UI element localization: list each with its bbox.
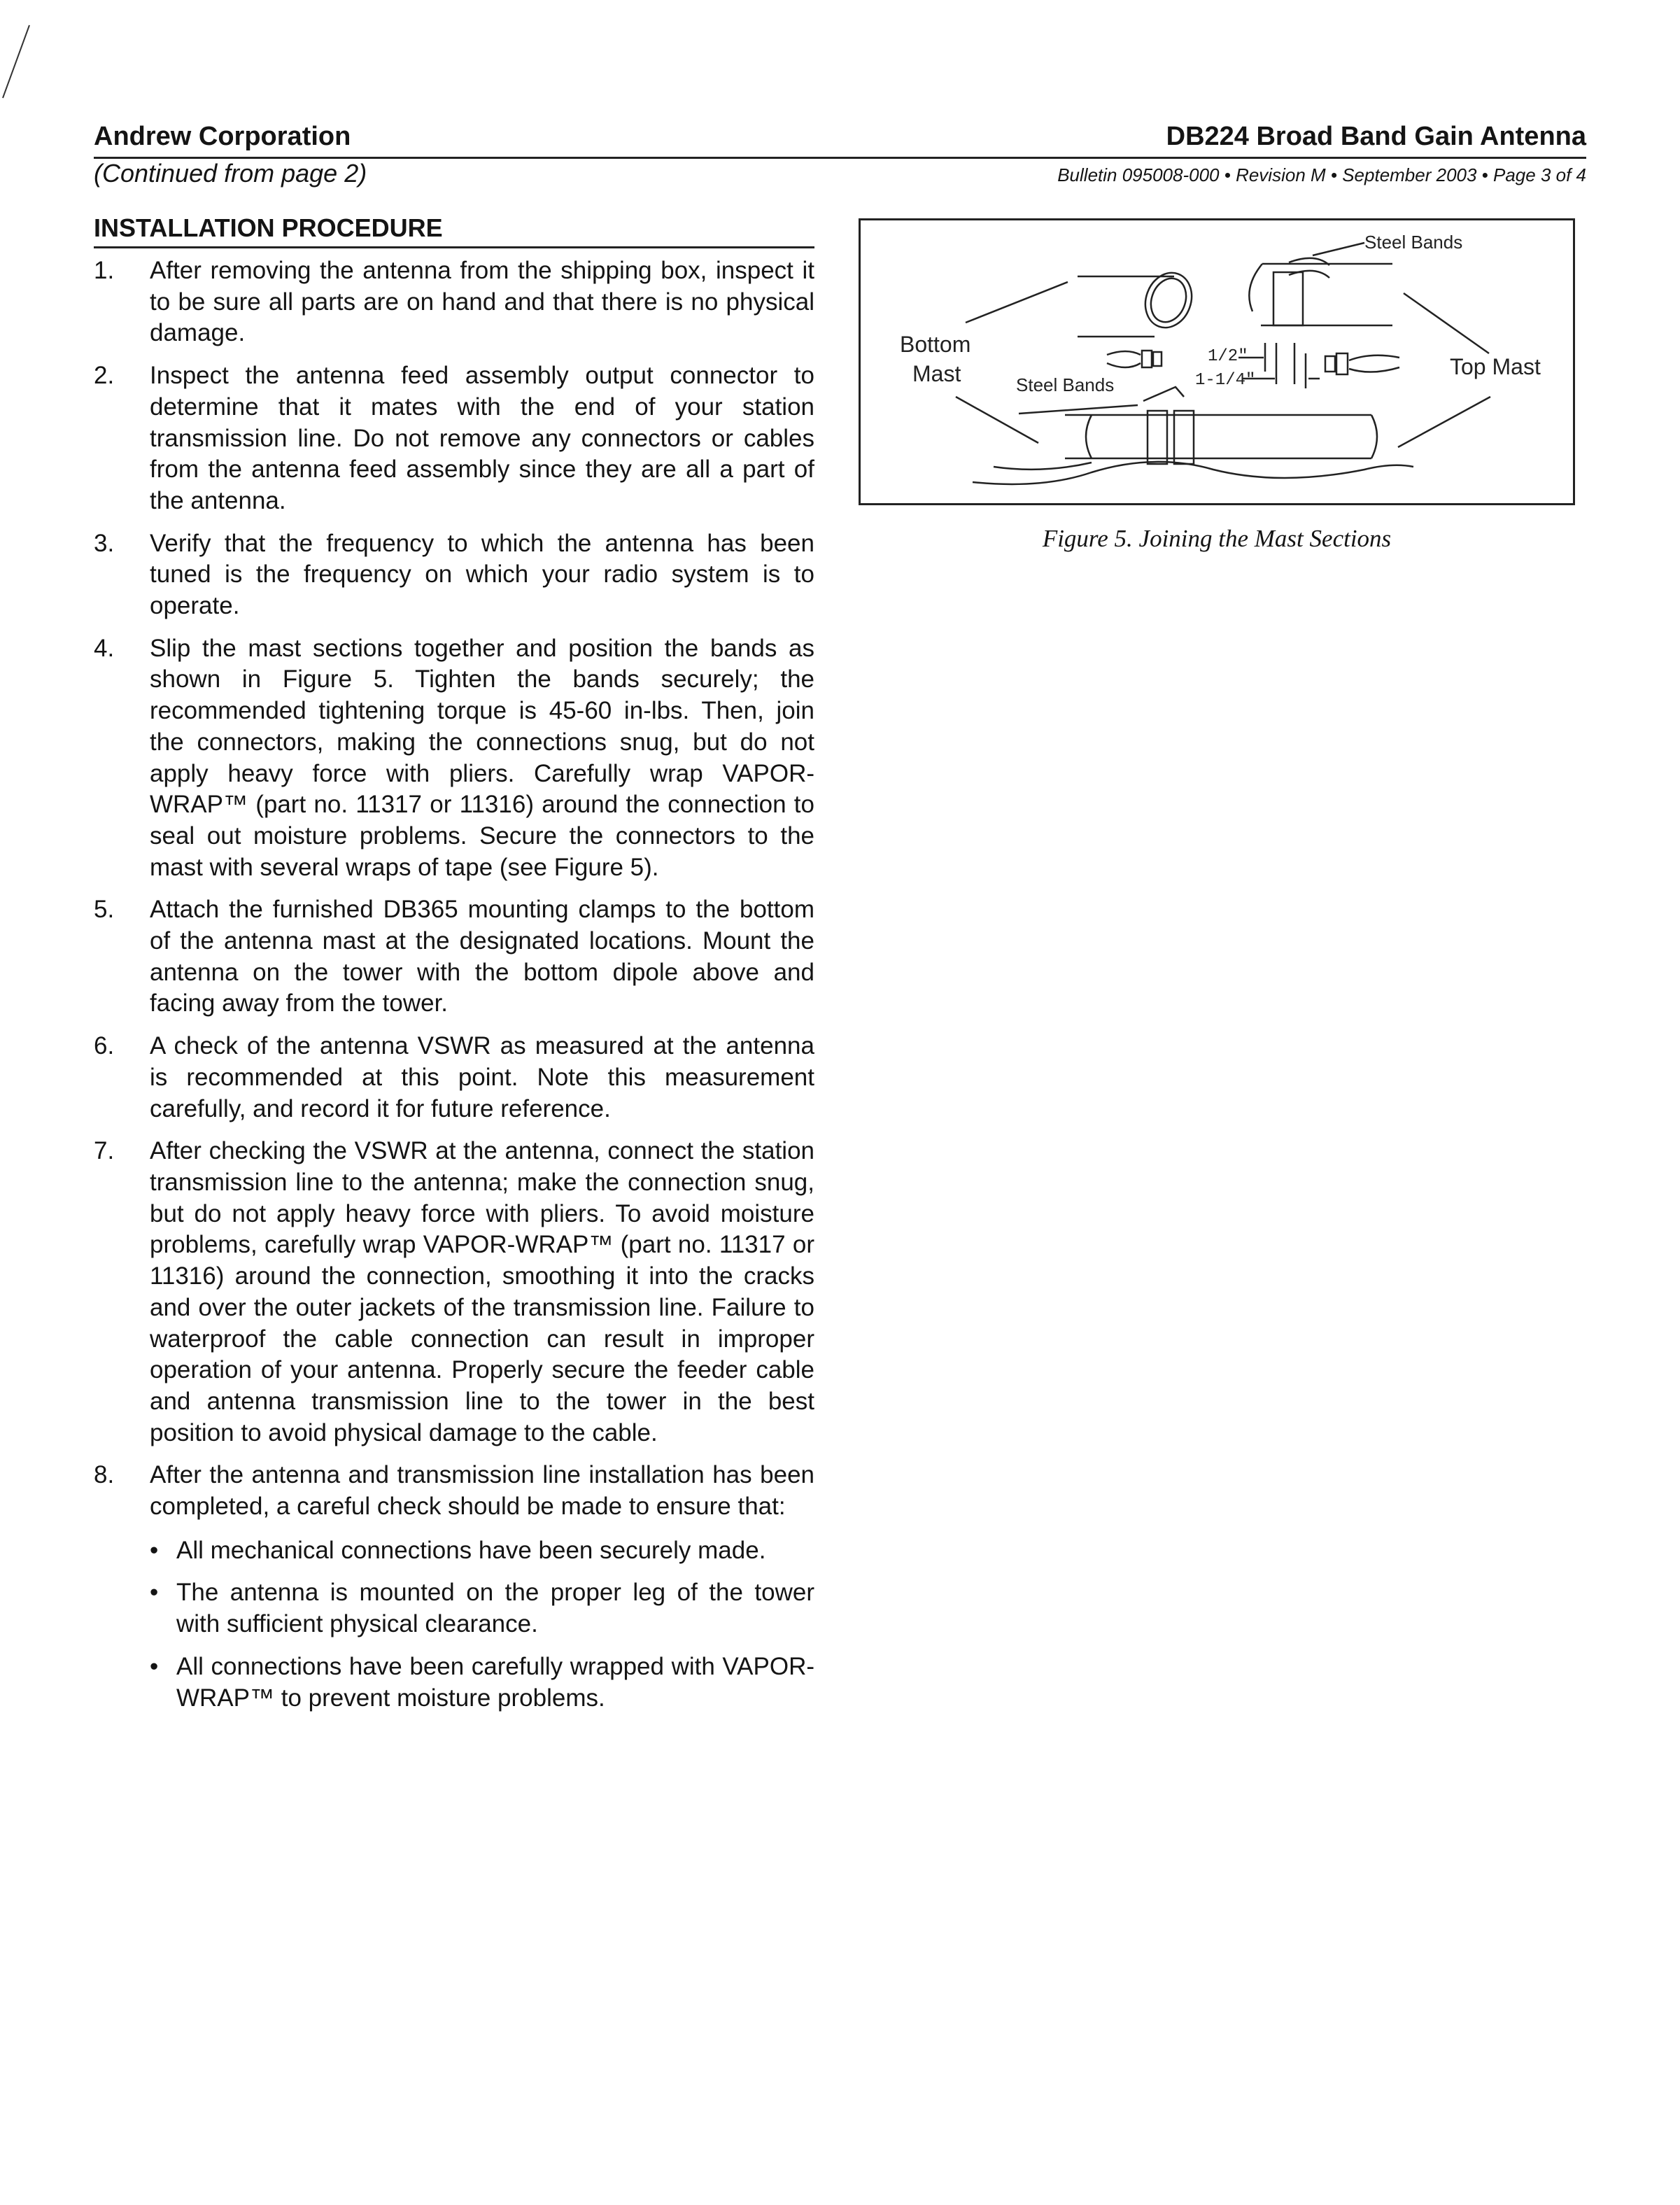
step-text: After the antenna and transmission line installation has been completed, a careful check should be made to ensure that: [150, 1461, 814, 1521]
step-item [94, 360, 814, 517]
header-right [1057, 120, 1586, 188]
label-one-and-quarter-inch: 1-1/4" [1195, 371, 1256, 390]
document-title: DB224 Broad Band Gain Antenna [1166, 122, 1586, 151]
check-text: All mechanical connections have been securely made. [176, 1536, 766, 1564]
bullet-glyph: • [150, 1579, 159, 1607]
corner-pen-mark [0, 0, 42, 105]
bullet-glyph: • [150, 1652, 159, 1680]
label-bottom-mast-line-2: Mast [912, 361, 961, 386]
step-text: After checking the VSWR at the antenna, connect the station transmission line to the antenna; make the connection snug, but do not apply heavy force with pliers. To avoid moisture problems, carefully wrap VAPOR-WRAP™ (part no. 11317 or 11316) around the connection, smoothing it into the cracks and over the outer jackets of the transmission line. Failure to waterproof the cable connection can result in improper operation of your antenna. Properly secure the feeder cable and antenna transmission line to the tower in the best position to avoid physical damage to the cable. [150, 1137, 814, 1446]
step-number: 5. [94, 896, 115, 924]
check-item [150, 1577, 814, 1640]
step-number: 7. [94, 1137, 115, 1165]
label-steel-bands-bottom: Steel Bands [1016, 374, 1115, 395]
step-item [94, 528, 814, 622]
step-item [94, 894, 814, 1020]
step-number: 2. [94, 362, 115, 390]
step-item [94, 1136, 814, 1449]
bullet-glyph: • [150, 1536, 159, 1564]
step-item [94, 1031, 814, 1125]
header-left [94, 120, 367, 189]
step-item [94, 633, 814, 884]
step-number: 1. [94, 257, 115, 284]
check-text: All connections have been carefully wrapped with VAPOR-WRAP™ to prevent moisture problems. [176, 1652, 814, 1712]
label-half-inch: 1/2" [1208, 347, 1248, 366]
step-text: Inspect the antenna feed assembly output connector to determine that it mates with the end of your station transmission line. Do not remove any connectors or cables from the antenna feed assembly since they are all a part of the antenna. [150, 362, 814, 514]
step-number: 8. [94, 1461, 115, 1489]
step-text: Verify that the frequency to which the antenna has been tuned is the frequency on which your radio system is to operate. [150, 529, 814, 620]
step-item [94, 255, 814, 349]
step-text: After removing the antenna from the shipping box, inspect it to be sure all parts are on hand and that there is no physical damage. [150, 257, 814, 347]
check-item [150, 1535, 814, 1567]
installation-procedure-section [94, 213, 814, 1725]
mast-joining-diagram [861, 220, 1573, 503]
figure-caption: Figure 5. Joining the Mast Sections [1042, 525, 1392, 552]
header-rule [94, 157, 1586, 159]
step-text: A check of the antenna VSWR as measured at the antenna is recommended at this point. Note this measurement carefully, and record it for future reference. [150, 1032, 814, 1122]
steps-list [94, 255, 814, 1714]
step-number: 4. [94, 634, 115, 662]
check-list [150, 1535, 814, 1714]
continued-note: (Continued from page 2) [94, 159, 367, 188]
step-text: Slip the mast sections together and position the bands as shown in Figure 5. Tighten the bands securely; the recommended tightening torque is 45-60 in-lbs. Then, join the connectors, making the connections snug, but do not apply heavy force with pliers. Carefully wrap VAPOR-WRAP™ (part no. 11317 or 11316) around the connection to seal out moisture problems. Secure the connectors to the mast with several wraps of tape (see Figure 5). [150, 634, 814, 881]
figure-5-box [859, 218, 1575, 505]
label-bottom-mast-line-1: Bottom [900, 332, 971, 357]
bulletin-line: Bulletin 095008-000 • Revision M • September 2003 • Page 3 of 4 [1057, 164, 1586, 185]
check-text: The antenna is mounted on the proper leg of the tower with sufficient physical clearance. [176, 1579, 814, 1638]
step-item [94, 1460, 814, 1714]
step-number: 6. [94, 1032, 115, 1060]
label-top-mast: Top Mast [1450, 354, 1541, 379]
company-name: Andrew Corporation [94, 122, 351, 151]
step-text: Attach the furnished DB365 mounting clamps to the bottom of the antenna mast at the designated locations. Mount the antenna on the tower with the bottom dipole above and facing away from the tower. [150, 896, 814, 1017]
section-title: INSTALLATION PROCEDURE [94, 213, 814, 248]
check-item [150, 1651, 814, 1714]
step-number: 3. [94, 529, 115, 557]
label-steel-bands-top: Steel Bands [1364, 232, 1463, 253]
